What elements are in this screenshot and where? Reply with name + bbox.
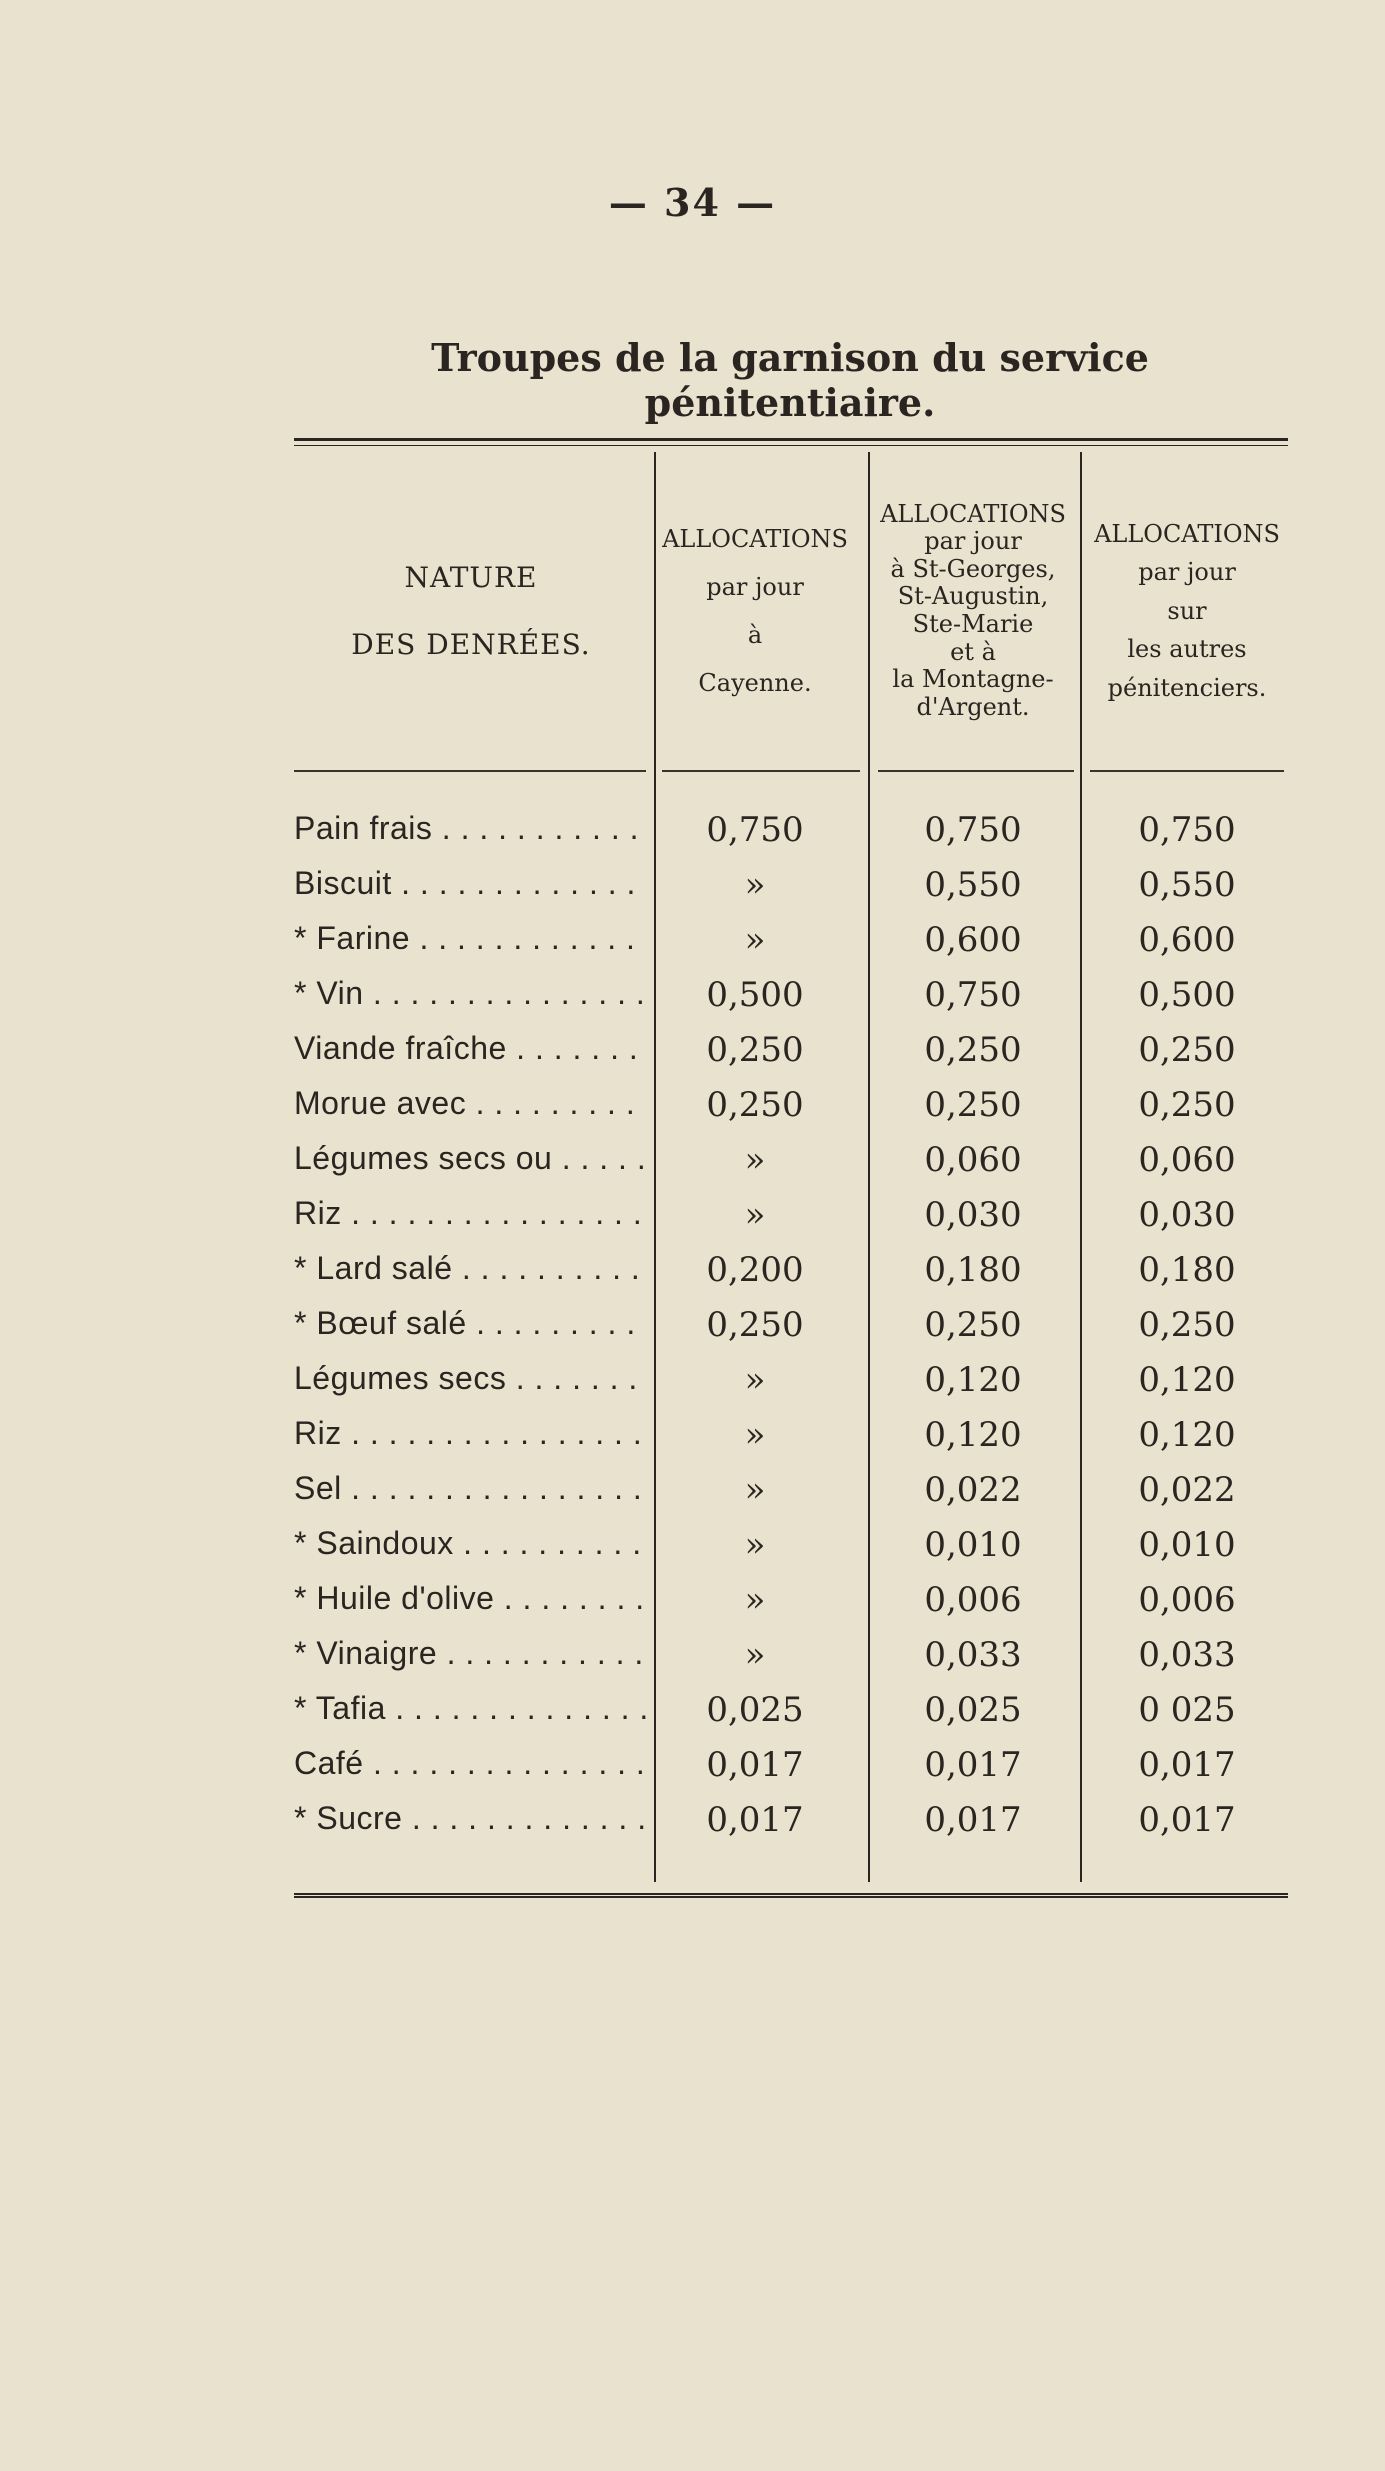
table-top-rule [294, 438, 1288, 446]
cell-cayenne: 0,250 [706, 1085, 804, 1125]
cell-st-georges: 0,033 [924, 1635, 1022, 1675]
cell-autres: 0,017 [1138, 1800, 1236, 1840]
cell-cayenne: 0,017 [706, 1745, 804, 1785]
cell-cayenne: » [744, 1140, 766, 1180]
cell-st-georges: 0,006 [924, 1580, 1022, 1620]
cell-st-georges: 0,750 [924, 975, 1022, 1015]
header-line: pénitenciers. [1107, 673, 1267, 702]
cell-st-georges: 0,025 [924, 1690, 1022, 1730]
row-label: * Farine . . . [294, 920, 646, 957]
cell-st-georges: 0,060 [924, 1140, 1022, 1180]
cell-st-georges: 0,120 [924, 1415, 1022, 1455]
row-label: * Lard salé . . . [294, 1250, 646, 1287]
table-body [294, 810, 1288, 1855]
row-label: * Vin . . . [294, 975, 646, 1012]
row-label: * Huile d'olive . . . [294, 1580, 646, 1617]
header-line: ALLOCATIONS [1094, 520, 1280, 549]
cell-st-georges: 0,250 [924, 1030, 1022, 1070]
cell-st-georges: 0,180 [924, 1250, 1022, 1290]
cell-autres: 0,033 [1138, 1635, 1236, 1675]
cell-cayenne: » [744, 920, 766, 960]
cell-autres: 0 025 [1138, 1690, 1236, 1730]
header-st-georges [870, 456, 1076, 766]
cell-cayenne: » [744, 865, 766, 905]
cell-autres: 0,500 [1138, 975, 1236, 1015]
header-line: les autres [1127, 635, 1247, 664]
cell-st-georges: 0,017 [924, 1745, 1022, 1785]
header-line: Ste-Marie [912, 610, 1034, 638]
header-underline [1090, 770, 1284, 772]
cell-cayenne: » [744, 1195, 766, 1235]
header-line: et à [950, 637, 996, 666]
cell-st-georges: 0,250 [924, 1305, 1022, 1345]
cell-st-georges: 0,017 [924, 1800, 1022, 1840]
cell-autres: 0,120 [1138, 1415, 1236, 1455]
cell-cayenne: 0,750 [706, 810, 804, 850]
header-underline [294, 770, 646, 772]
header-line: sur [1167, 596, 1207, 625]
cell-cayenne: » [744, 1525, 766, 1565]
table-row [294, 1580, 1288, 1635]
cell-cayenne: 0,025 [706, 1690, 804, 1730]
header-line: St-Augustin, [897, 582, 1049, 611]
cell-st-georges: 0,120 [924, 1360, 1022, 1400]
header-line: à [747, 621, 763, 649]
page-title: Troupes de la garnison du service pénitentiaire. [431, 335, 1149, 425]
row-label: Viande fraîche . . . [294, 1030, 646, 1067]
header-nature [294, 456, 648, 766]
row-label: Légumes secs . . . [294, 1360, 646, 1397]
cell-autres: 0,250 [1138, 1085, 1236, 1125]
header-line: d'Argent. [916, 692, 1030, 721]
cell-cayenne: 0,250 [706, 1030, 804, 1070]
table-row [294, 1635, 1288, 1690]
cell-cayenne: » [744, 1360, 766, 1400]
table-row [294, 1415, 1288, 1470]
header-autres-penitenciers [1086, 456, 1288, 766]
header-nature-line: DES DENRÉES. [351, 628, 591, 661]
row-label: Sel . . . [294, 1470, 646, 1507]
table-row [294, 975, 1288, 1030]
cell-cayenne: » [744, 1415, 766, 1455]
table-row [294, 1030, 1288, 1085]
table-row [294, 1470, 1288, 1525]
row-label: Pain frais . . . [294, 810, 646, 847]
table-row [294, 1800, 1288, 1855]
table-row [294, 1195, 1288, 1250]
header-line: ALLOCATIONS [662, 525, 848, 553]
table-row [294, 1745, 1288, 1800]
table-row [294, 1690, 1288, 1745]
table-row [294, 1305, 1288, 1360]
cell-autres: 0,017 [1138, 1745, 1236, 1785]
header-underline [662, 770, 860, 772]
cell-st-georges: 0,250 [924, 1085, 1022, 1125]
table-row [294, 1360, 1288, 1415]
cell-cayenne: » [744, 1635, 766, 1675]
table-row [294, 810, 1288, 865]
cell-cayenne: 0,017 [706, 1800, 804, 1840]
cell-st-georges: 0,600 [924, 920, 1022, 960]
cell-st-georges: 0,030 [924, 1195, 1022, 1235]
header-line: Cayenne. [698, 669, 812, 697]
row-label: Riz . . . [294, 1415, 646, 1452]
cell-autres: 0,022 [1138, 1470, 1236, 1510]
row-label: * Bœuf salé . . . [294, 1305, 646, 1342]
row-label: * Vinaigre . . . [294, 1635, 646, 1672]
row-label: * Saindoux . . . [294, 1525, 646, 1562]
row-label: Biscuit . . . [294, 865, 646, 902]
header-line: par jour [1138, 558, 1236, 587]
cell-autres: 0,030 [1138, 1195, 1236, 1235]
row-label: * Sucre . . . [294, 1800, 646, 1837]
cell-autres: 0,010 [1138, 1525, 1236, 1565]
row-label: Morue avec . . . [294, 1085, 646, 1122]
cell-cayenne: 0,200 [706, 1250, 804, 1290]
cell-cayenne: 0,500 [706, 975, 804, 1015]
cell-cayenne: » [744, 1470, 766, 1510]
table-row [294, 920, 1288, 975]
cell-autres: 0,180 [1138, 1250, 1236, 1290]
cell-autres: 0,006 [1138, 1580, 1236, 1620]
table-bottom-rule [294, 1893, 1288, 1898]
header-cayenne [650, 456, 860, 766]
header-line: par jour [706, 573, 804, 601]
row-label: Légumes secs ou . . . [294, 1140, 646, 1177]
cell-autres: 0,750 [1138, 810, 1236, 850]
header-underline [878, 770, 1074, 772]
table-row [294, 1140, 1288, 1195]
header-nature-line: NATURE [404, 560, 538, 594]
header-line: la Montagne- [892, 665, 1054, 694]
allocations-table [294, 438, 1288, 1898]
row-label: Riz . . . [294, 1195, 646, 1232]
cell-st-georges: 0,750 [924, 810, 1022, 850]
row-label: Café . . . [294, 1745, 646, 1782]
header-line: à St-Georges, [890, 554, 1056, 583]
cell-st-georges: 0,010 [924, 1525, 1022, 1565]
cell-st-georges: 0,022 [924, 1470, 1022, 1510]
table-row [294, 1085, 1288, 1140]
row-label: * Tafia . . . [294, 1690, 646, 1727]
table-row [294, 1250, 1288, 1305]
page-number: — 34 — [608, 180, 777, 225]
cell-st-georges: 0,550 [924, 865, 1022, 905]
cell-autres: 0,120 [1138, 1360, 1236, 1400]
cell-autres: 0,060 [1138, 1140, 1236, 1180]
table-row [294, 1525, 1288, 1580]
header-line: ALLOCATIONS [880, 499, 1066, 528]
cell-cayenne: » [744, 1580, 766, 1620]
table-row [294, 865, 1288, 920]
cell-autres: 0,600 [1138, 920, 1236, 960]
header-line: par jour [924, 527, 1022, 556]
cell-cayenne: 0,250 [706, 1305, 804, 1345]
cell-autres: 0,250 [1138, 1030, 1236, 1070]
cell-autres: 0,250 [1138, 1305, 1236, 1345]
cell-autres: 0,550 [1138, 865, 1236, 905]
